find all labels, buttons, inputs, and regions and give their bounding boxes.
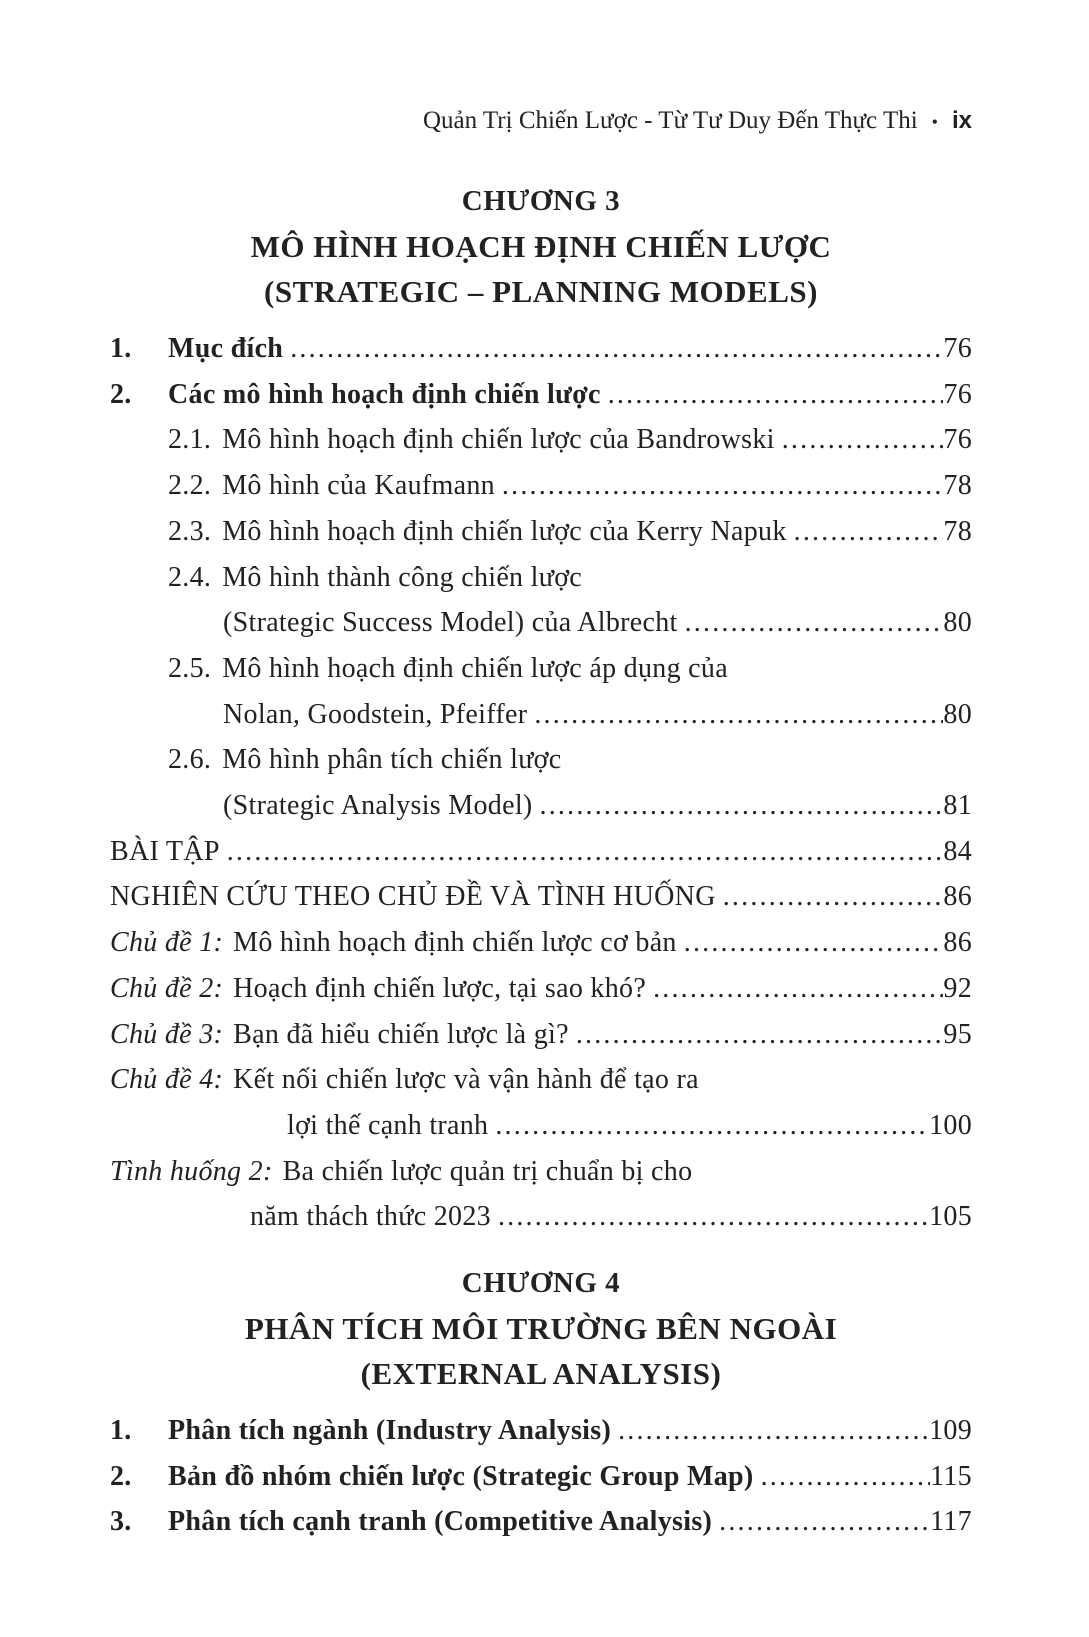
- toc-dot-leader: [618, 1408, 929, 1454]
- toc-entry: [168, 646, 972, 692]
- toc-entry-title: Mô hình của Kaufmann: [222, 470, 495, 502]
- chapter-number: CHƯƠNG 3: [461, 185, 621, 217]
- toc-entry-page: 84: [943, 835, 972, 867]
- toc-entry: [110, 1408, 972, 1454]
- toc-dot-leader: [576, 1012, 944, 1058]
- chapter-title: MÔ HÌNH HOẠCH ĐỊNH CHIẾN LƯỢC: [250, 229, 832, 264]
- toc-entry-page: 115: [930, 1460, 972, 1492]
- toc-entry-title: Mô hình phân tích chiến lược: [222, 744, 562, 776]
- toc-dot-leader: [540, 783, 944, 829]
- chapter-subtitle: (EXTERNAL ANALYSIS): [360, 1356, 722, 1392]
- toc-entry-number: 1.: [110, 1415, 132, 1447]
- toc-entry: [287, 1103, 972, 1149]
- toc-entry: [168, 509, 972, 555]
- toc-entry-page: 92: [943, 972, 972, 1004]
- toc-entry-number: 2.: [110, 378, 132, 410]
- chapter-title: PHÂN TÍCH MÔI TRƯỜNG BÊN NGOÀI: [244, 1311, 838, 1347]
- toc-entry-page: 95: [943, 1018, 972, 1050]
- toc-entry: [110, 829, 972, 875]
- toc-entry-page: 109: [929, 1415, 972, 1447]
- toc-entry: [250, 1194, 972, 1240]
- toc-dot-leader: [723, 874, 944, 920]
- toc-dot-leader: [498, 1194, 929, 1240]
- chapter-section: [110, 1261, 972, 1545]
- toc-entry-title: Hoạch định chiến lược, tại sao khó?: [233, 972, 647, 1004]
- toc-entry-page: 80: [943, 698, 972, 730]
- toc-entry-title: Nolan, Goodstein, Pfeiffer: [223, 698, 528, 730]
- toc-dot-leader: [685, 600, 944, 646]
- toc-dot-leader: [794, 509, 944, 555]
- toc-entry: [110, 1499, 972, 1545]
- toc-dot-leader: [290, 326, 943, 372]
- toc-entry: [110, 966, 972, 1012]
- toc-entry-title: (Strategic Success Model) của Albrecht: [223, 607, 678, 639]
- toc-entry: [110, 1057, 972, 1103]
- toc-entry: [168, 417, 972, 463]
- toc-entry-page: 100: [929, 1109, 972, 1141]
- toc-entry: [168, 463, 972, 509]
- toc-entry-title: Phân tích ngành (Industry Analysis): [168, 1415, 612, 1447]
- toc-entry-title: Mô hình hoạch định chiến lược cơ bản: [233, 927, 677, 959]
- toc-entry-number: 2.3.: [168, 515, 212, 547]
- toc-dot-leader: [534, 692, 943, 738]
- chapter-subtitle: (STRATEGIC – PLANNING MODELS): [264, 274, 818, 309]
- toc-entry-title: Kết nối chiến lược và vận hành để tạo ra: [233, 1064, 699, 1096]
- toc-entry: [110, 326, 972, 372]
- toc-entry-title: Bạn đã hiểu chiến lược là gì?: [233, 1018, 569, 1050]
- toc-entry-number: 1.: [110, 333, 132, 364]
- toc-entry-title: Mô hình hoạch định chiến lược của Kerry Napuk: [222, 515, 787, 547]
- toc-entry: [223, 600, 972, 646]
- running-header: [110, 106, 972, 137]
- toc-entry-title: lợi thế cạnh tranh: [287, 1109, 489, 1141]
- toc-entry-number: 2.6.: [168, 744, 212, 776]
- chapter-section: [110, 179, 972, 1240]
- toc-entry-number: 2.: [110, 1460, 132, 1492]
- toc-entry-prefix: Chủ đề 1:: [110, 927, 224, 959]
- toc-entry: [223, 692, 972, 738]
- toc-entry-page: 76: [943, 378, 972, 410]
- toc-entry-page: 76: [943, 424, 972, 456]
- toc-entry-number: 3.: [110, 1506, 132, 1538]
- chapter-heading: [110, 1261, 972, 1396]
- toc-dot-leader: [761, 1454, 931, 1500]
- toc-entry-page: 86: [943, 881, 972, 913]
- chapter-entries: [110, 1408, 972, 1545]
- toc-dot-leader: [495, 1103, 929, 1149]
- chapter-number: CHƯƠNG 4: [461, 1267, 621, 1300]
- toc-dot-leader: [782, 417, 944, 463]
- toc-dot-leader: [608, 372, 944, 418]
- toc-entry: [110, 1012, 972, 1058]
- toc-entry-page: 105: [929, 1201, 972, 1233]
- toc-entry-title: năm thách thức 2023: [250, 1201, 491, 1233]
- toc-entry-title: Mục đích: [168, 333, 284, 364]
- toc-entry: [110, 372, 972, 418]
- toc-entry: [110, 920, 972, 966]
- toc-dot-leader: [684, 920, 944, 966]
- toc-dot-leader: [719, 1499, 930, 1545]
- toc-dot-leader: [227, 829, 944, 875]
- toc-entry: [110, 1149, 972, 1195]
- toc-dot-leader: [502, 463, 943, 509]
- toc-entry: [168, 737, 972, 783]
- toc-entry: [110, 874, 972, 920]
- toc-entry-number: 2.2.: [168, 470, 212, 502]
- toc-entry-title: Phân tích cạnh tranh (Competitive Analysis): [168, 1506, 713, 1538]
- toc-entry-number: 2.5.: [168, 652, 212, 684]
- toc-entry-page: 76: [943, 333, 972, 364]
- toc-entry-page: 86: [943, 927, 972, 959]
- toc-entry-title: Bản đồ nhóm chiến lược (Strategic Group Map): [168, 1460, 754, 1492]
- toc-entry-page: 117: [930, 1506, 972, 1538]
- toc-entry-title: BÀI TẬP: [110, 835, 220, 867]
- toc-entry-prefix: Chủ đề 4:: [110, 1064, 224, 1096]
- toc-entry-prefix: Chủ đề 3:: [110, 1018, 224, 1050]
- toc-entry-title: Các mô hình hoạch định chiến lược: [168, 378, 601, 410]
- toc-entry-title: NGHIÊN CỨU THEO CHỦ ĐỀ VÀ TÌNH HUỐNG: [110, 881, 716, 913]
- toc-entry-number: 2.1.: [168, 424, 212, 456]
- chapter-heading: [110, 179, 972, 314]
- header-page-number: ix: [951, 107, 972, 134]
- toc-entry: [223, 783, 972, 829]
- toc-entry-title: Ba chiến lược quản trị chuẩn bị cho: [282, 1155, 693, 1187]
- toc-entry-title: (Strategic Analysis Model): [223, 790, 533, 822]
- toc-entry: [168, 555, 972, 601]
- toc-entry-title: Mô hình thành công chiến lược: [222, 561, 583, 593]
- toc-entry: [110, 1454, 972, 1500]
- chapter-entries: [110, 326, 972, 1240]
- toc-entry-number: 2.4.: [168, 561, 212, 593]
- table-of-contents: [110, 179, 972, 1545]
- toc-entry-title: Mô hình hoạch định chiến lược áp dụng của: [222, 652, 728, 684]
- toc-entry-title: Mô hình hoạch định chiến lược của Bandrowski: [222, 424, 775, 456]
- toc-entry-page: 81: [943, 790, 972, 822]
- header-bullet-separator: •: [931, 112, 938, 132]
- toc-dot-leader: [653, 966, 943, 1012]
- toc-entry-page: 78: [943, 470, 972, 502]
- running-header-title: Quản Trị Chiến Lược - Từ Tư Duy Đến Thực Thi: [422, 107, 918, 134]
- toc-entry-prefix: Chủ đề 2:: [110, 972, 224, 1004]
- toc-entry-page: 80: [943, 607, 972, 639]
- toc-entry-prefix: Tình huống 2:: [110, 1155, 273, 1187]
- toc-entry-page: 78: [943, 515, 972, 547]
